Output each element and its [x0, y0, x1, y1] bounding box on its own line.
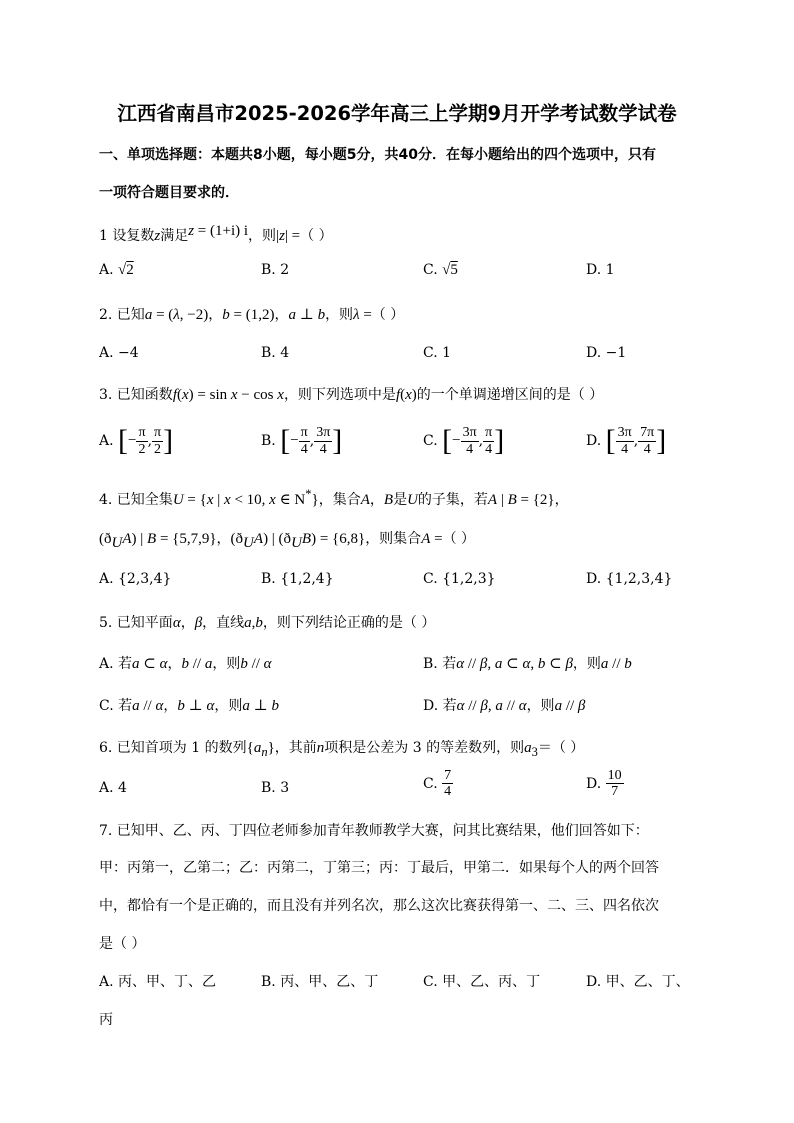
question-3-option-a[interactable]: A. [− $\frac{\pi}{2}$ , $\frac{\pi}{2}$ ]	[99, 424, 174, 457]
question-6-option-b[interactable]: B. 3	[261, 780, 290, 796]
question-5-option-b[interactable]: B. 若α // β, a ⊂ α, b ⊂ β，则a // b	[423, 656, 632, 672]
question-4-stem-line1: 4. 已知全集U = {x | x < 10, x ∈ N*}，集合A，B是U的子集，若A | B = {2}，	[99, 487, 569, 508]
question-7-option-b[interactable]: B. 丙、甲、乙、丁	[261, 974, 379, 990]
page-title: 江西省南昌市2025-2026学年高三上学期9月开学考试数学试卷	[117, 102, 677, 125]
question-7-stem-line4: 是（ ）	[99, 936, 146, 952]
question-2-option-a[interactable]: A. −4	[99, 345, 139, 361]
question-2-option-d[interactable]: D. −1	[586, 345, 627, 361]
question-3-option-b[interactable]: B. [− $\frac{\pi}{4}$ , $\frac{3\pi}{4}$ ]	[261, 424, 343, 457]
question-5-option-d[interactable]: D. 若α // β, a // α，则a // β	[423, 698, 586, 714]
question-3-stem: 3. 已知函数f(x) = sin x − cos x，则下列选项中是f(x)的一个单调递增区间的是（ ）	[99, 387, 604, 403]
section-heading-line1: 一、单项选择题：本题共8小题，每小题5分，共40分．在每小题给出的四个选项中，只有	[99, 147, 656, 163]
question-4-option-d[interactable]: D. {1,2,3,4}	[586, 571, 673, 587]
question-7-option-d[interactable]: D. 甲、乙、丁、	[586, 974, 690, 990]
question-7-stem-line3: 中，都恰有一个是正确的，而且没有并列名次，那么这次比赛获得第一、二、三、四名依次	[99, 898, 659, 914]
question-2-stem: 2. 已知a = (λ, −2)，b = (1,2)，a ⊥ b，则λ =（ ）	[99, 307, 405, 323]
question-7-option-c[interactable]: C. 甲、乙、丙、丁	[423, 974, 541, 990]
question-5-stem: 5. 已知平面α，β，直线a,b，则下列结论正确的是（ ）	[99, 615, 436, 631]
question-6-option-c[interactable]: C. $\frac{7}{4}$	[423, 768, 452, 800]
question-7-stem-line2: 甲：丙第一，乙第二；乙：丙第二，丁第三；丙：丁最后，甲第二．如果每个人的两个回答	[99, 860, 659, 876]
question-7-option-a[interactable]: A. 丙、甲、丁、乙	[99, 974, 217, 990]
question-2-option-c[interactable]: C. 1	[423, 345, 452, 361]
question-6-option-a[interactable]: A. 4	[99, 780, 127, 796]
question-7-stem-line1: 7. 已知甲、乙、丙、丁四位老师参加青年教师教学大赛，问其比赛结果，他们回答如下：	[99, 823, 649, 839]
question-4-option-c[interactable]: C. {1,2,3}	[423, 571, 496, 587]
question-6-option-d[interactable]: D. $\frac{10}{7}$	[586, 768, 622, 800]
question-1-option-b[interactable]: B. 2	[261, 262, 290, 278]
question-3-option-c[interactable]: C. [− $\frac{3\pi}{4}$ , $\frac{\pi}{4}$ ]	[423, 424, 505, 457]
question-6-stem: 6. 已知首项为 1 的数列$\{a_n\}$，其前n项积是公差为 3 的等差数列，则$a_3=$（ ）	[99, 740, 585, 759]
question-1-option-d[interactable]: D. 1	[586, 262, 615, 278]
question-1-option-c[interactable]: C. √5	[423, 262, 458, 278]
question-5-option-c[interactable]: C. 若a // α，b ⊥ α，则a ⊥ b	[99, 698, 279, 714]
question-1-stem: 1 设复数z满足z = (1+i) i，则|z| =（ ）	[99, 223, 333, 244]
question-3-option-d[interactable]: D. [ $\frac{3\pi}{4}$ , $\frac{7\pi}{4}$ ]	[586, 424, 667, 457]
section-heading-line2: 一项符合题目要求的．	[99, 185, 239, 201]
question-4-stem-line2: $(ð_UA)$ | B = {5,7,9}，$(ð_UA)$ | $(ð_UB) = \{6,8\}$，则集合A =（ ）	[99, 531, 476, 551]
question-7-option-d-wrap: 丙	[99, 1012, 113, 1028]
question-1-option-a[interactable]: A. √2	[99, 262, 134, 278]
question-2-option-b[interactable]: B. 4	[261, 345, 290, 361]
question-5-option-a[interactable]: A. 若a ⊂ α，b // a，则b // α	[99, 656, 272, 672]
question-4-option-b[interactable]: B. {1,2,4}	[261, 571, 334, 587]
question-4-option-a[interactable]: A. {2,3,4}	[99, 571, 172, 587]
